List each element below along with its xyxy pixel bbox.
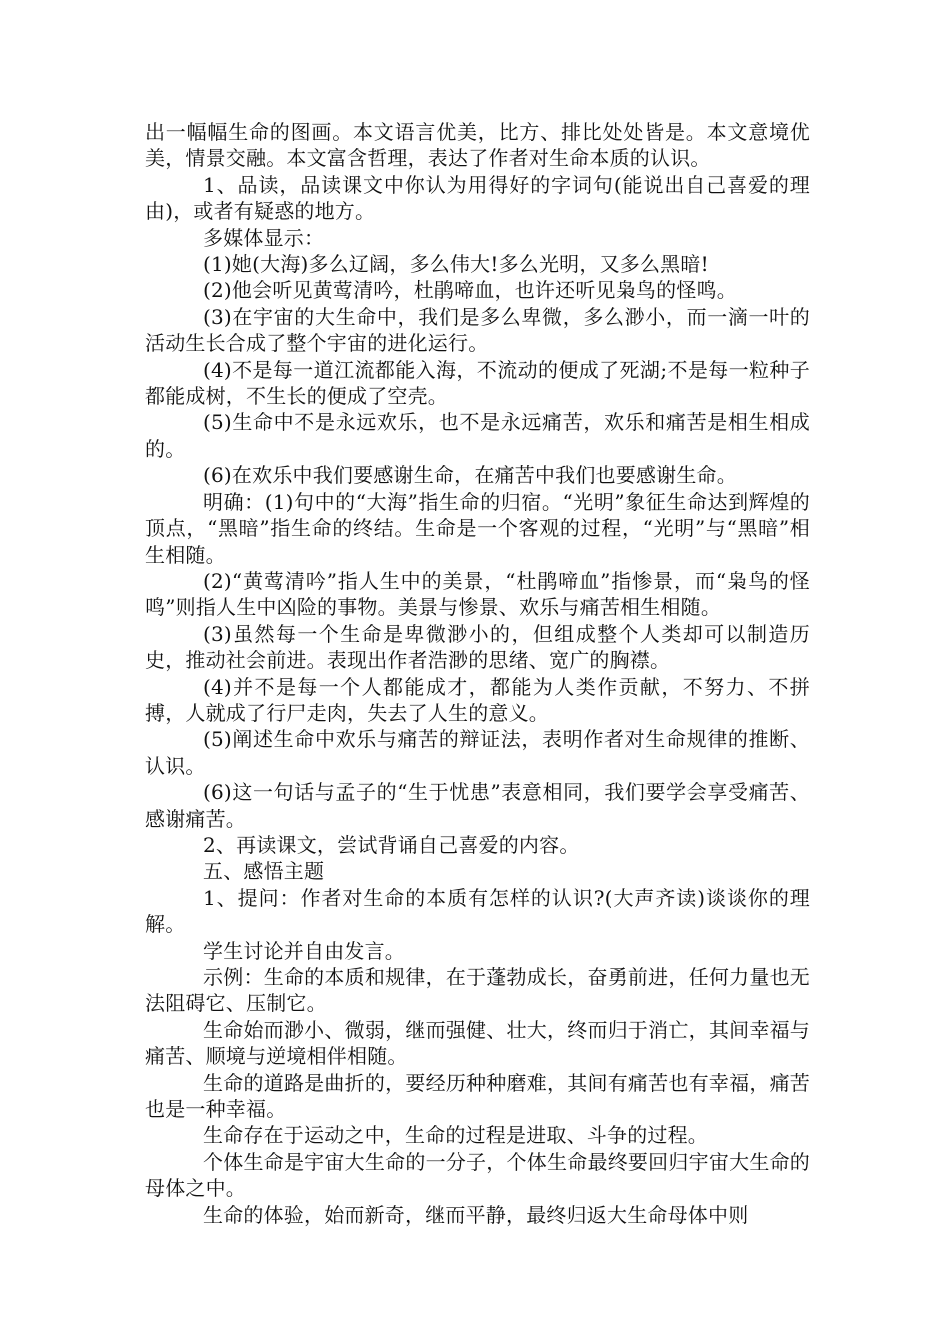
paragraph-17: 五、感悟主题 <box>203 859 325 884</box>
paragraph-25: 生命的体验，始而新奇，继而平静，最终归返大生命母体中则 <box>203 1202 749 1227</box>
paragraph-22: 生命的道路是曲折的，要经历种种磨难，其间有痛苦也有幸福，痛苦也是一种幸福。 <box>145 1070 810 1122</box>
paragraph-6: (3)在宇宙的大生命中，我们是多么卑微，多么渺小，而一滴一叶的活动生长合成了整个宇宙的进化运行。 <box>145 304 810 356</box>
paragraph-7: (4)不是每一道江流都能入海，不流动的便成了死湖;不是每一粒种子都能成树，不生长的便成了空壳。 <box>145 357 810 409</box>
paragraph-19: 学生讨论并自由发言。 <box>203 938 405 963</box>
paragraph-18: 1、提问：作者对生命的本质有怎样的认识?(大声齐读)谈谈你的理解。 <box>145 885 810 937</box>
paragraph-4: (1)她(大海)多么辽阔，多么伟大!多么光明，又多么黑暗! <box>203 252 709 277</box>
paragraph-5: (2)他会听见黄莺清吟，杜鹃啼血，也许还听见枭鸟的怪鸣。 <box>203 278 737 303</box>
paragraph-21: 生命始而渺小、微弱，继而强健、壮大，终而归于消亡，其间幸福与痛苦、顺境与逆境相伴相随。 <box>145 1017 810 1069</box>
document-page <box>145 119 810 1228</box>
paragraph-16: 2、再读课文，尝试背诵自己喜爱的内容。 <box>203 832 580 857</box>
paragraph-13: (4)并不是每一个人都能成才，都能为人类作贡献，不努力、不拼搏，人就成了行尸走肉，失去了人生的意义。 <box>145 674 810 725</box>
paragraph-23: 生命存在于运动之中，生命的过程是进取、斗争的过程。 <box>203 1123 708 1148</box>
paragraph-9: (6)在欢乐中我们要感谢生命，在痛苦中我们也要感谢生命。 <box>203 463 737 488</box>
paragraph-10: 明确：(1)句中的“大海”指生命的归宿。“光明”象征生命达到辉煌的顶点，“黑暗”指生命的终结。生命是一个客观的过程，“光明”与“黑暗”相生相随。 <box>145 489 810 567</box>
paragraph-12: (3)虽然每一个生命是卑微渺小的，但组成整个人类却可以制造历史，推动社会前进。表现出作者浩渺的思绪、宽广的胸襟。 <box>145 621 810 673</box>
paragraph-24: 个体生命是宇宙大生命的一分子，个体生命最终要回归宇宙大生命的母体之中。 <box>145 1149 810 1201</box>
paragraph-14: (5)阐述生命中欢乐与痛苦的辩证法，表明作者对生命规律的推断、认识。 <box>145 727 810 778</box>
paragraph-15: (6)这一句话与孟子的“生于忧患”表意相同，我们要学会享受痛苦、感谢痛苦。 <box>145 780 810 831</box>
paragraph-2: 1、品读，品读课文中你认为用得好的字词句(能说出自己喜爱的理由)，或者有疑惑的地方。 <box>145 172 810 224</box>
paragraph-1: 出一幅幅生命的图画。本文语言优美，比方、排比处处皆是。本文意境优美，情景交融。本文富含哲理，表达了作者对生命本质的认识。 <box>145 120 810 171</box>
paragraph-3: 多媒体显示： <box>203 225 325 250</box>
paragraph-8: (5)生命中不是永远欢乐，也不是永远痛苦，欢乐和痛苦是相生相成的。 <box>145 410 810 461</box>
paragraph-20: 示例：生命的本质和规律，在于蓬勃成长，奋勇前进，任何力量也无法阻碍它、压制它。 <box>145 965 810 1016</box>
paragraph-11: (2)“黄莺清吟”指人生中的美景，“杜鹃啼血”指惨景，而“枭鸟的怪鸣”则指人生中凶险的事物。美景与惨景、欢乐与痛苦相生相随。 <box>145 568 810 620</box>
